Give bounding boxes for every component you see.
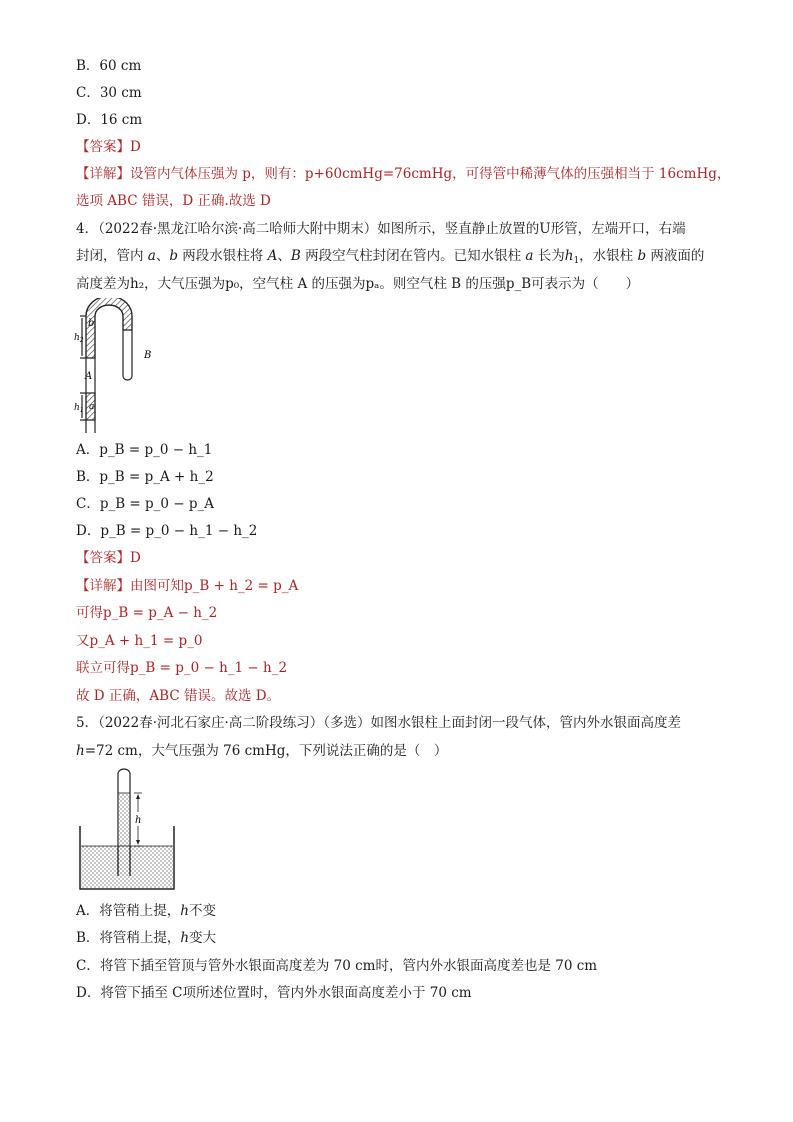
text-span: 、 (155, 248, 170, 264)
q4-stem-line-1: 4．（2022春·黑龙江哈尔滨·高二哈师大附中期末）如图所示，竖直静止放置的U形管，左端开口，右端 (76, 221, 686, 237)
text-span: 不变 (188, 903, 216, 919)
text-span: B．将管稍上提， (76, 930, 181, 946)
text-span: 长为 (533, 248, 565, 264)
text-span: 两液面的 (646, 248, 705, 264)
label-b: b (88, 318, 95, 329)
answer-label: 【答案】 (76, 550, 130, 566)
text-span: 两段水银柱将 (178, 248, 268, 264)
var-b: b (169, 248, 179, 264)
text-span: =72 cm，大气压强为 76 cmHg，下列说法正确的是（ ） (84, 743, 448, 759)
q4-detail-line-1 (76, 576, 298, 596)
detail-text: 设管内气体压强为 p，则有：p+60cmHg=76cmHg，可得管中稀薄气体的压强相当于 16cmHg， (130, 166, 731, 182)
var-h: h (564, 248, 574, 264)
label-a: a (89, 402, 95, 412)
text-span: 变大 (189, 930, 217, 946)
label-h: h (74, 403, 80, 413)
q5-stem-line-1: 5．（2022春·河北石家庄·高二阶段练习）（多选）如图水银柱上面封闭一段气体，管内外水银面高度差 (76, 715, 682, 731)
detail-text: 由图可知p_B + h_2 = p_A (130, 578, 299, 594)
label-h: h (74, 333, 80, 343)
q5-option-b (76, 928, 216, 948)
q4-option-b: B．p_B = p_A + h_2 (76, 469, 214, 485)
answer-value: D (130, 550, 141, 566)
subscript: 1 (573, 256, 580, 266)
q3-option-d: D．16 cm (76, 112, 143, 128)
var-h: h (180, 903, 189, 919)
q5-option-c: C．将管下插至管顶与管外水银面高度差为 70 cm时，管内外水银面高度差也是 70 cm (76, 958, 598, 974)
q5-option-a (76, 901, 216, 921)
text-span: ，水银柱 (579, 248, 638, 264)
text-span: 、 (277, 248, 291, 264)
var-b: b (637, 248, 647, 264)
q3-answer (76, 137, 141, 157)
q4-detail-line-4: 联立可得p_B = p_0 − h_1 − h_2 (76, 660, 288, 676)
q5-stem-line-2 (76, 741, 447, 761)
q4-detail-line-3: 又p_A + h_1 = p_0 (76, 633, 203, 649)
q4-detail-line-5: 故 D 正确，ABC 错误。故选 D。 (76, 688, 281, 704)
q3-option-b: B．60 cm (76, 58, 142, 74)
tube-mercury (119, 793, 129, 876)
label-h: h (135, 815, 142, 826)
mercury-trough-figure (78, 766, 178, 892)
var-h: h (180, 930, 190, 946)
q3-option-c: C．30 cm (76, 85, 142, 101)
answer-label: 【答案】 (76, 139, 130, 155)
q4-option-c: C．p_B = p_0 − p_A (76, 496, 215, 512)
label-B: B (144, 350, 152, 361)
var-A: A (267, 248, 278, 264)
var-h: h (76, 743, 85, 759)
q4-stem-line-2 (76, 246, 704, 271)
q3-detail-line-2: 选项 ABC 错误，D 正确.故选 D (76, 193, 271, 209)
q4-answer (76, 548, 141, 568)
q3-detail-line-1 (76, 164, 730, 184)
q4-option-d: D．p_B = p_0 − h_1 − h_2 (76, 523, 258, 539)
var-B: B (290, 248, 301, 264)
detail-label: 【详解】 (76, 578, 130, 594)
text-span: 两段空气柱封闭在管内。已知水银柱 (300, 248, 526, 264)
var-a: a (525, 248, 534, 264)
text-span: 封闭，管内 (76, 248, 148, 264)
text-span: A．将管稍上提， (76, 903, 181, 919)
q4-detail-line-2: 可得p_B = p_A − h_2 (76, 605, 218, 621)
q4-option-a: A．p_B = p_0 − h_1 (76, 442, 213, 458)
var-a: a (147, 248, 156, 264)
q5-option-d: D．将管下插至 C项所述位置时，管内外水银面高度差小于 70 cm (76, 985, 472, 1001)
label-sub: 2 (79, 337, 84, 344)
answer-value: D (130, 139, 141, 155)
label-A: A (85, 371, 93, 382)
q4-stem-line-3: 高度差为h₂，大气压强为p₀，空气柱 A 的压强为pₐ。则空气柱 B 的压强p_B可表示为（ ） (76, 276, 640, 292)
label-sub: 1 (79, 407, 84, 414)
u-tube-figure (72, 298, 182, 433)
detail-label: 【详解】 (76, 166, 130, 182)
